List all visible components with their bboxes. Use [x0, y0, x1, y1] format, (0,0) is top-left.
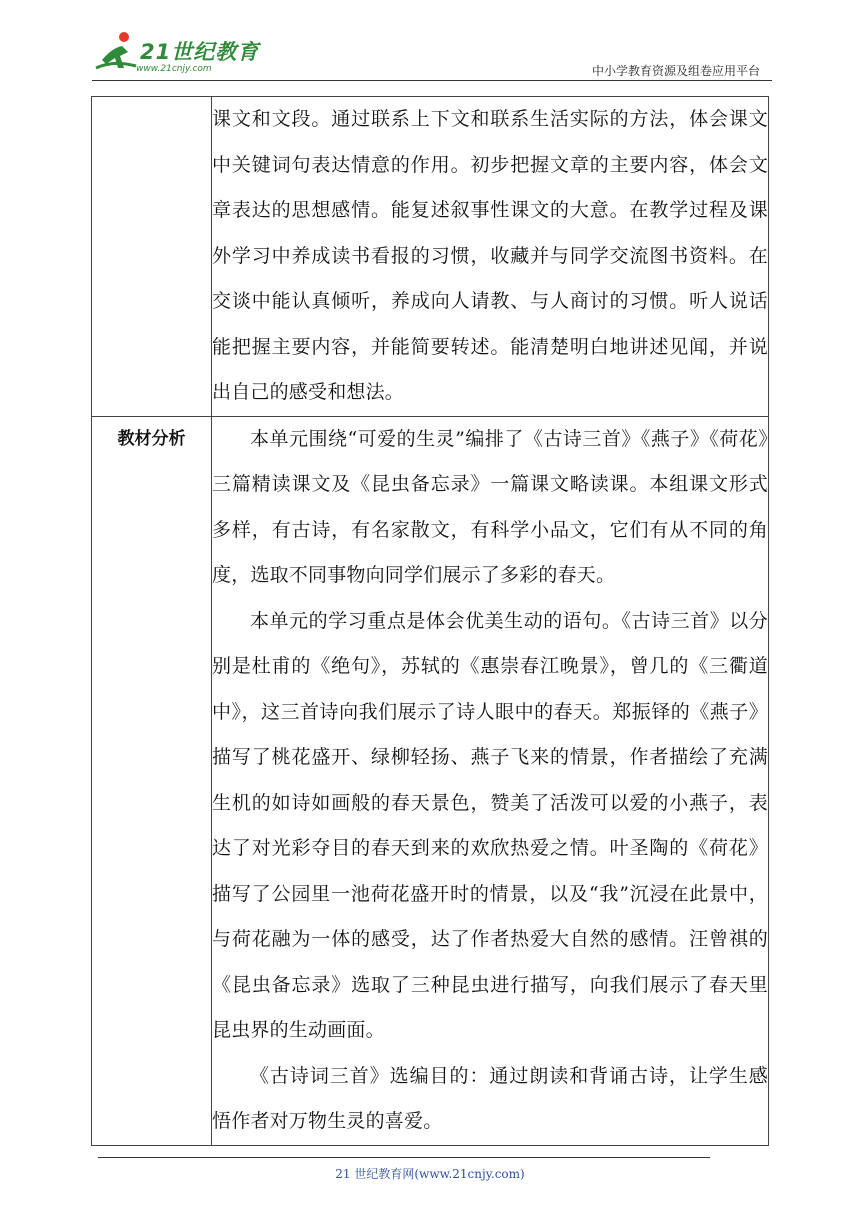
footer-link[interactable]: 21 世纪教育网(www.21cnjy.com) — [335, 1167, 525, 1181]
row-content-cell — [212, 416, 769, 1145]
row-content-cell — [212, 97, 769, 417]
footer-divider — [98, 1157, 710, 1158]
row-label-cell — [92, 97, 212, 417]
analysis-paragraph: 本单元围绕“可爱的生灵”编排了《古诗三首》《燕子》《荷花》三篇精读课文及《昆虫备忘录》一篇课文略读课。本组课文形式多样，有古诗，有名家散文，有科学小品文，它们有从不同的角度，选取不同事物向同学们展示了多彩的春天。 — [212, 427, 768, 586]
logo-text: 21世纪教育 — [140, 40, 260, 64]
header-divider — [92, 80, 772, 81]
platform-title: 中小学教育资源及组卷应用平台 — [591, 64, 760, 78]
row-label-cell — [92, 416, 212, 1145]
analysis-paragraph: 《古诗词三首》选编目的：通过朗读和背诵古诗，让学生感悟作者对万物生灵的喜爱。 — [212, 1064, 768, 1132]
analysis-paragraph: 本单元的学习重点是体会优美生动的语句。《古诗三首》以分别是杜甫的《绝句》，苏轼的《惠崇春江晚景》，曾几的《三衢道中》，这三首诗向我们展示了诗人眼中的春天。郑振铎的《燕子》描写了桃花盛开、绿柳轻扬、燕子飞来的情景，作者描绘了充满生机的如诗如画般的春天景色，赞美了活泼可以爱的小燕子，表达了对光彩夺目的春天到来的欢欣热爱之情。叶圣陶的《荷花》描写了公园里一池荷花盛开时的情景，以及“我”沉浸在此景中，与荷花融为一体的感受，达了作者热爱大自然的感情。汪曾祺的《昆虫备忘录》选取了三种昆虫进行描写，向我们展示了春天里昆虫界的生动画面。 — [212, 609, 768, 1041]
runner-icon — [94, 30, 138, 74]
lesson-table — [91, 96, 769, 1146]
logo-url: www.21cnjy.com — [136, 64, 212, 74]
row-label: 教材分析 — [117, 428, 186, 449]
table-row — [92, 97, 769, 417]
objectives-text: 课文和文段。通过联系上下文和联系生活实际的方法，体会课文中关键词句表达情意的作用。初步把握文章的主要内容，体会文章表达的思想感情。能复述叙事性课文的大意。在教学过程及课外学习中养成读书看报的习惯，收藏并与同学交流图书资料。在交谈中能认真倾听，养成向人请教、与人商讨的习惯。听人说话能把握主要内容，并能简要转述。能清楚明白地讲述见闻，并说出自己的感受和想法。 — [212, 108, 768, 403]
page-header — [92, 28, 772, 80]
table-row — [92, 416, 769, 1145]
site-logo[interactable] — [92, 28, 262, 76]
